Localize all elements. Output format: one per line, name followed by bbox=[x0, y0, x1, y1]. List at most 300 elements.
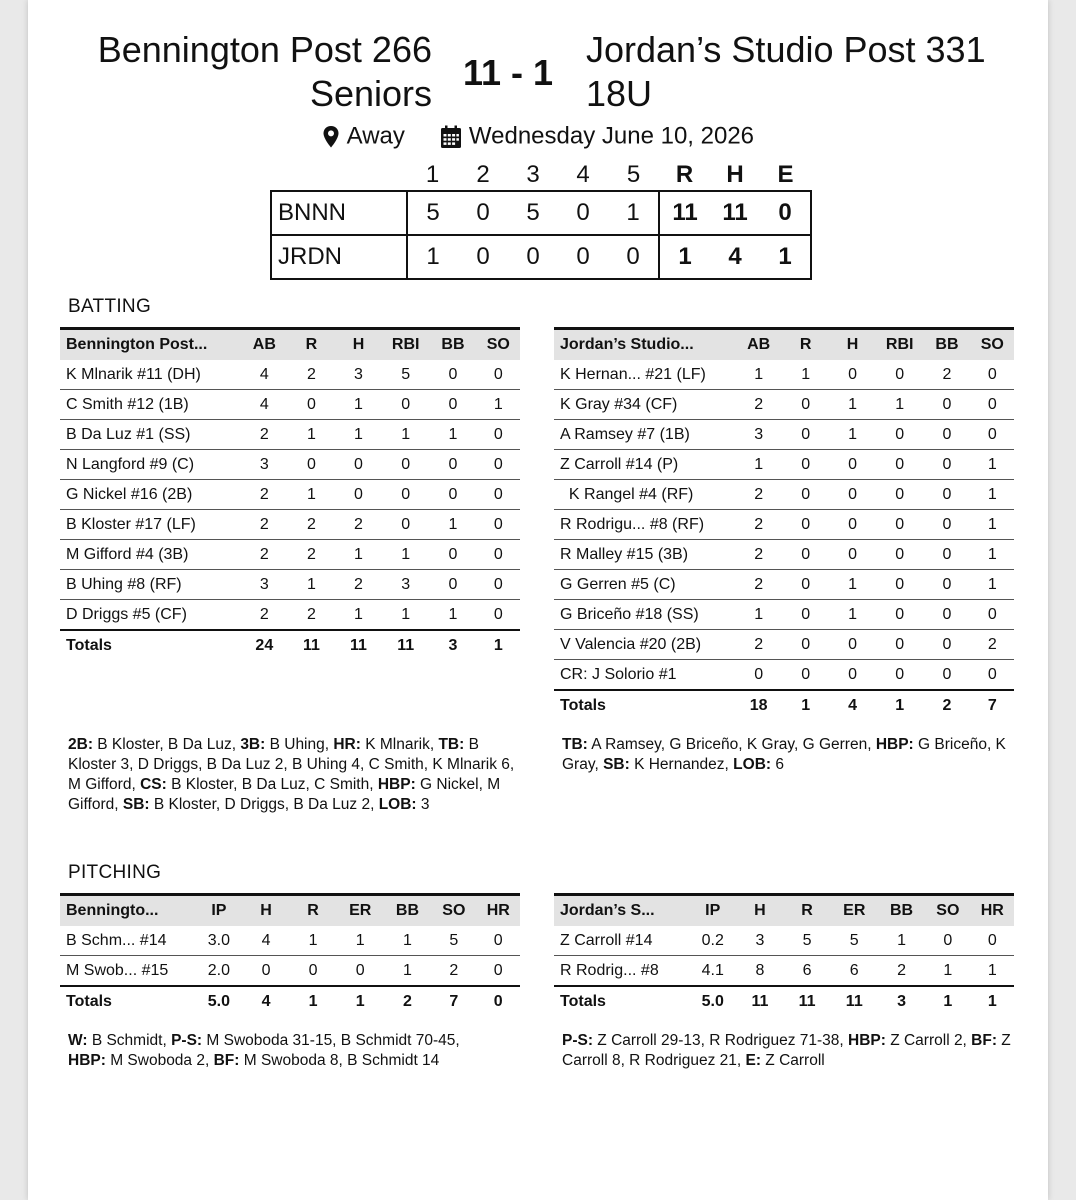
player-name: B Schm... #14 bbox=[60, 926, 195, 956]
column-header: H bbox=[829, 329, 876, 361]
stat-cell: 3.0 bbox=[195, 926, 242, 956]
stat-cell: 0 bbox=[477, 956, 520, 987]
column-header: R bbox=[288, 329, 335, 361]
stat-cell: 4 bbox=[241, 390, 288, 420]
stat-cell: 0 bbox=[923, 390, 970, 420]
column-header: SO bbox=[477, 329, 520, 361]
note-text: G Briceño, K Gray, bbox=[562, 736, 1006, 773]
stat-cell: 1 bbox=[288, 420, 335, 450]
note-text: B Kloster, B Da Luz, bbox=[92, 736, 241, 753]
note-label: TB: bbox=[562, 736, 588, 753]
stat-cell: 0 bbox=[782, 420, 829, 450]
note-text: K Mlnarik, bbox=[360, 736, 439, 753]
totals-cell: 4 bbox=[243, 986, 290, 1016]
column-header: ER bbox=[831, 895, 878, 927]
stat-cell: 0 bbox=[876, 570, 923, 600]
ls-runs: 1 bbox=[659, 235, 710, 279]
stat-cell: 1 bbox=[290, 926, 337, 956]
stat-cell: 8 bbox=[736, 956, 783, 987]
stat-cell: 0 bbox=[429, 480, 476, 510]
stat-cell: 0 bbox=[923, 480, 970, 510]
player-name: K Mlnarik #11 (DH) bbox=[60, 360, 241, 390]
stat-cell: 0 bbox=[971, 360, 1014, 390]
game-meta bbox=[28, 120, 1048, 153]
stat-cell: 0 bbox=[971, 926, 1014, 956]
table-row bbox=[60, 390, 520, 420]
player-name: CR: J Solorio #1 bbox=[554, 660, 735, 691]
player-name: K Rangel #4 (RF) bbox=[554, 480, 735, 510]
stat-cell: 0 bbox=[923, 660, 970, 691]
note-label: P-S: bbox=[171, 1032, 203, 1049]
stat-cell: 2 bbox=[431, 956, 476, 987]
stat-cell: 2 bbox=[735, 390, 782, 420]
table-row bbox=[554, 570, 1014, 600]
pitching-notes-away bbox=[562, 1031, 1022, 1071]
stat-cell: 0 bbox=[782, 630, 829, 660]
table-row bbox=[554, 360, 1014, 390]
totals-cell: 7 bbox=[971, 690, 1014, 720]
stat-cell: 3 bbox=[241, 450, 288, 480]
table-row bbox=[554, 420, 1014, 450]
table-row bbox=[60, 360, 520, 390]
home-team-line1: Bennington Post 266 bbox=[97, 29, 432, 70]
stat-cell: 0 bbox=[876, 540, 923, 570]
stat-cell: 0 bbox=[782, 600, 829, 630]
column-header: BB bbox=[384, 895, 431, 927]
pitching-table-home bbox=[60, 893, 520, 1016]
column-header: Jordan’s S... bbox=[554, 895, 689, 927]
column-header: BB bbox=[878, 895, 925, 927]
stat-cell: 0 bbox=[429, 360, 476, 390]
stat-cell: 0 bbox=[876, 420, 923, 450]
stat-cell: 0 bbox=[735, 660, 782, 691]
note-text: Z Carroll 29-13, R Rodriguez 71-38, bbox=[593, 1032, 849, 1049]
totals-cell: 3 bbox=[429, 630, 476, 660]
batting-section-title: BATTING bbox=[68, 296, 152, 317]
stat-cell: 2 bbox=[288, 540, 335, 570]
stat-cell: 0 bbox=[382, 390, 429, 420]
player-name: K Gray #34 (CF) bbox=[554, 390, 735, 420]
calendar-icon bbox=[440, 125, 462, 149]
stat-cell: 0 bbox=[382, 510, 429, 540]
ls-header: 3 bbox=[526, 161, 540, 188]
column-header: Bennington Post... bbox=[60, 329, 241, 361]
note-text: M Swoboda 2, bbox=[105, 1052, 214, 1069]
stat-cell: 3 bbox=[241, 570, 288, 600]
column-header: Jordan’s Studio... bbox=[554, 329, 735, 361]
batting-table-home bbox=[60, 327, 520, 660]
stat-cell: 1 bbox=[337, 926, 384, 956]
column-header: R bbox=[784, 895, 831, 927]
note-label: SB: bbox=[122, 796, 150, 813]
away-team-line1: Jordan’s Studio Post 331 bbox=[586, 29, 986, 70]
stat-cell: 0 bbox=[829, 510, 876, 540]
stat-cell: 0.2 bbox=[689, 926, 736, 956]
totals-label: Totals bbox=[60, 986, 195, 1016]
ls-team: BNNN bbox=[271, 191, 407, 235]
stat-cell: 0 bbox=[477, 926, 520, 956]
stat-cell: 5 bbox=[831, 926, 878, 956]
stat-cell: 1 bbox=[971, 510, 1014, 540]
stat-cell: 0 bbox=[429, 540, 476, 570]
ls-inning: 1 bbox=[608, 191, 659, 235]
totals-cell: 18 bbox=[735, 690, 782, 720]
stat-cell: 1 bbox=[384, 926, 431, 956]
column-header: R bbox=[290, 895, 337, 927]
stat-cell: 0 bbox=[971, 600, 1014, 630]
stat-cell: 0 bbox=[382, 450, 429, 480]
column-header: AB bbox=[241, 329, 288, 361]
totals-cell: 1 bbox=[876, 690, 923, 720]
stat-cell: 2 bbox=[335, 510, 382, 540]
column-header: ER bbox=[337, 895, 384, 927]
column-header: RBI bbox=[382, 329, 429, 361]
table-row bbox=[60, 600, 520, 631]
stat-cell: 1 bbox=[971, 956, 1014, 987]
stat-cell: 1 bbox=[829, 600, 876, 630]
stat-cell: 2 bbox=[923, 360, 970, 390]
ls-hits: 11 bbox=[710, 191, 760, 235]
totals-cell: 11 bbox=[784, 986, 831, 1016]
stat-cell: 2 bbox=[288, 600, 335, 631]
note-text: K Hernandez, bbox=[629, 756, 734, 773]
away-team-line2: 18U bbox=[586, 73, 653, 114]
stat-cell: 2 bbox=[241, 510, 288, 540]
stat-cell: 0 bbox=[477, 420, 520, 450]
ls-hits: 4 bbox=[710, 235, 760, 279]
note-label: 2B: bbox=[68, 736, 93, 753]
player-name: Z Carroll #14 bbox=[554, 926, 689, 956]
player-name: G Gerren #5 (C) bbox=[554, 570, 735, 600]
note-label: BF: bbox=[971, 1032, 997, 1049]
stat-cell: 2 bbox=[735, 570, 782, 600]
stat-cell: 2 bbox=[735, 510, 782, 540]
stat-cell: 2 bbox=[878, 956, 925, 987]
map-pin-icon bbox=[322, 125, 340, 149]
totals-label: Totals bbox=[60, 630, 241, 660]
stat-cell: 0 bbox=[477, 450, 520, 480]
table-row bbox=[60, 956, 520, 987]
boxscore-page bbox=[28, 0, 1048, 1200]
column-header: R bbox=[782, 329, 829, 361]
stat-cell: 0 bbox=[337, 956, 384, 987]
stat-cell: 0 bbox=[971, 420, 1014, 450]
stat-cell: 0 bbox=[335, 450, 382, 480]
stat-cell: 2 bbox=[735, 630, 782, 660]
stat-cell: 1 bbox=[382, 420, 429, 450]
location-text: Away bbox=[346, 122, 405, 150]
ls-errors: 1 bbox=[760, 235, 811, 279]
stat-cell: 5 bbox=[382, 360, 429, 390]
table-row bbox=[60, 480, 520, 510]
ls-inning: 1 bbox=[407, 235, 458, 279]
ls-inning: 0 bbox=[558, 235, 608, 279]
home-team-line2: Seniors bbox=[309, 73, 432, 114]
player-name: R Rodrigu... #8 (RF) bbox=[554, 510, 735, 540]
totals-cell: 1 bbox=[477, 630, 520, 660]
column-header: IP bbox=[195, 895, 242, 927]
stat-cell: 0 bbox=[288, 390, 335, 420]
player-name: N Langford #9 (C) bbox=[60, 450, 241, 480]
note-text: B Uhing, bbox=[265, 736, 334, 753]
column-header: IP bbox=[689, 895, 736, 927]
note-text: Z Carroll 8, R Rodriguez 21, bbox=[562, 1032, 1011, 1069]
stat-cell: 2 bbox=[241, 420, 288, 450]
note-label: CS: bbox=[140, 776, 167, 793]
stat-cell: 1 bbox=[429, 510, 476, 540]
ls-header: 2 bbox=[476, 161, 490, 188]
stat-cell: 1 bbox=[878, 926, 925, 956]
totals-cell: 24 bbox=[241, 630, 288, 660]
player-name: R Rodrig... #8 bbox=[554, 956, 689, 987]
note-label: BF: bbox=[213, 1052, 240, 1069]
table-row bbox=[60, 510, 520, 540]
stat-cell: 0 bbox=[829, 450, 876, 480]
ls-inning: 5 bbox=[407, 191, 458, 235]
totals-row bbox=[554, 986, 1014, 1016]
stat-cell: 4 bbox=[243, 926, 290, 956]
player-name: M Swob... #15 bbox=[60, 956, 195, 987]
stat-cell: 2 bbox=[735, 540, 782, 570]
ls-row-home bbox=[271, 191, 811, 235]
table-row bbox=[554, 926, 1014, 956]
pitching-table-away bbox=[554, 893, 1014, 1016]
final-score: 11 - 1 bbox=[462, 52, 554, 93]
stat-cell: 0 bbox=[876, 510, 923, 540]
column-header: H bbox=[736, 895, 783, 927]
player-name: V Valencia #20 (2B) bbox=[554, 630, 735, 660]
totals-cell: 0 bbox=[477, 986, 520, 1016]
note-label: HBP: bbox=[848, 1032, 886, 1049]
stat-cell: 0 bbox=[477, 480, 520, 510]
ls-header: 5 bbox=[626, 161, 641, 188]
stat-cell: 1 bbox=[829, 420, 876, 450]
column-header: SO bbox=[925, 895, 970, 927]
totals-cell: 1 bbox=[925, 986, 970, 1016]
note-text: B Kloster, D Driggs, B Da Luz 2, bbox=[149, 796, 379, 813]
column-header: AB bbox=[735, 329, 782, 361]
totals-cell: 3 bbox=[878, 986, 925, 1016]
table-row bbox=[60, 450, 520, 480]
stat-cell: 1 bbox=[429, 600, 476, 631]
stat-cell: 0 bbox=[923, 540, 970, 570]
stat-cell: 2 bbox=[971, 630, 1014, 660]
stat-cell: 1 bbox=[971, 540, 1014, 570]
column-header: BB bbox=[923, 329, 970, 361]
stat-cell: 0 bbox=[429, 450, 476, 480]
note-label: HBP: bbox=[377, 776, 416, 793]
stat-cell: 3 bbox=[335, 360, 382, 390]
stat-cell: 0 bbox=[971, 660, 1014, 691]
note-text: G Nickel, M Gifford, bbox=[68, 776, 501, 813]
stat-cell: 0 bbox=[923, 570, 970, 600]
ls-header-errors: E bbox=[777, 161, 794, 188]
stat-cell: 1 bbox=[477, 390, 520, 420]
stat-cell: 0 bbox=[782, 570, 829, 600]
ls-team: JRDN bbox=[271, 235, 407, 279]
stat-cell: 0 bbox=[829, 540, 876, 570]
player-name: R Malley #15 (3B) bbox=[554, 540, 735, 570]
totals-cell: 7 bbox=[431, 986, 476, 1016]
stat-cell: 0 bbox=[829, 660, 876, 691]
column-header: BB bbox=[429, 329, 476, 361]
table-row bbox=[554, 660, 1014, 691]
totals-cell: 11 bbox=[382, 630, 429, 660]
note-label: SB: bbox=[603, 756, 630, 773]
player-name: A Ramsey #7 (1B) bbox=[554, 420, 735, 450]
stat-cell: 1 bbox=[829, 570, 876, 600]
totals-row bbox=[60, 986, 520, 1016]
stat-cell: 1 bbox=[335, 390, 382, 420]
stat-cell: 2 bbox=[241, 540, 288, 570]
player-name: C Smith #12 (1B) bbox=[60, 390, 241, 420]
stat-cell: 0 bbox=[335, 480, 382, 510]
totals-cell: 11 bbox=[288, 630, 335, 660]
note-label: HR: bbox=[333, 736, 361, 753]
note-text: Z Carroll 2, bbox=[885, 1032, 972, 1049]
note-text: Z Carroll bbox=[761, 1052, 825, 1069]
ls-inning: 0 bbox=[458, 235, 508, 279]
column-header: RBI bbox=[876, 329, 923, 361]
stat-cell: 0 bbox=[429, 390, 476, 420]
stat-cell: 1 bbox=[288, 480, 335, 510]
note-text: M Swoboda 31-15, B Schmidt 70-45, bbox=[202, 1032, 460, 1049]
totals-row bbox=[554, 690, 1014, 720]
totals-label: Totals bbox=[554, 986, 689, 1016]
totals-cell: 5.0 bbox=[689, 986, 736, 1016]
note-text: B Schmidt, bbox=[87, 1032, 172, 1049]
note-text: A Ramsey, G Briceño, K Gray, G Gerren, bbox=[587, 736, 876, 753]
stat-cell: 0 bbox=[829, 480, 876, 510]
stat-cell: 1 bbox=[735, 360, 782, 390]
stat-cell: 0 bbox=[782, 660, 829, 691]
table-row bbox=[60, 540, 520, 570]
stat-cell: 5 bbox=[784, 926, 831, 956]
stat-cell: 0 bbox=[923, 630, 970, 660]
stat-cell: 2 bbox=[288, 510, 335, 540]
table-row bbox=[60, 420, 520, 450]
stat-cell: 2 bbox=[735, 480, 782, 510]
stat-cell: 0 bbox=[782, 390, 829, 420]
player-name: B Da Luz #1 (SS) bbox=[60, 420, 241, 450]
stat-cell: 1 bbox=[382, 540, 429, 570]
ls-inning: 5 bbox=[508, 191, 558, 235]
table-row bbox=[554, 450, 1014, 480]
game-header bbox=[28, 28, 1048, 114]
stat-cell: 0 bbox=[477, 360, 520, 390]
stat-cell: 0 bbox=[429, 570, 476, 600]
stat-cell: 0 bbox=[829, 360, 876, 390]
note-text: 6 bbox=[771, 756, 784, 773]
stat-cell: 0 bbox=[923, 510, 970, 540]
player-name: G Nickel #16 (2B) bbox=[60, 480, 241, 510]
totals-cell: 1 bbox=[290, 986, 337, 1016]
stat-cell: 0 bbox=[829, 630, 876, 660]
note-label: HBP: bbox=[68, 1052, 106, 1069]
note-text: M Swoboda 8, B Schmidt 14 bbox=[239, 1052, 440, 1069]
column-header: HR bbox=[477, 895, 520, 927]
table-row bbox=[554, 510, 1014, 540]
stat-cell: 0 bbox=[477, 570, 520, 600]
stat-cell: 0 bbox=[243, 956, 290, 987]
totals-cell: 11 bbox=[736, 986, 783, 1016]
totals-cell: 5.0 bbox=[195, 986, 242, 1016]
note-label: P-S: bbox=[562, 1032, 593, 1049]
column-header: Benningto... bbox=[60, 895, 195, 927]
table-row bbox=[554, 540, 1014, 570]
stat-cell: 1 bbox=[971, 480, 1014, 510]
ls-header: 1 bbox=[425, 161, 440, 188]
stat-cell: 3 bbox=[382, 570, 429, 600]
totals-label: Totals bbox=[554, 690, 735, 720]
table-row bbox=[60, 926, 520, 956]
ls-header-hits: H bbox=[726, 161, 744, 188]
ls-header: 4 bbox=[576, 161, 590, 188]
totals-cell: 2 bbox=[923, 690, 970, 720]
stat-cell: 1 bbox=[876, 390, 923, 420]
home-team-name bbox=[98, 28, 432, 116]
stat-cell: 0 bbox=[290, 956, 337, 987]
stat-cell: 1 bbox=[829, 390, 876, 420]
note-label: LOB: bbox=[733, 756, 772, 773]
stat-cell: 1 bbox=[384, 956, 431, 987]
ls-errors: 0 bbox=[760, 191, 811, 235]
stat-cell: 1 bbox=[735, 450, 782, 480]
player-name: D Driggs #5 (CF) bbox=[60, 600, 241, 631]
batting-table-away bbox=[554, 327, 1014, 720]
column-header: H bbox=[243, 895, 290, 927]
stat-cell: 1 bbox=[782, 360, 829, 390]
stat-cell: 3 bbox=[735, 420, 782, 450]
totals-cell: 1 bbox=[782, 690, 829, 720]
table-row bbox=[554, 600, 1014, 630]
stat-cell: 0 bbox=[782, 480, 829, 510]
stat-cell: 0 bbox=[971, 390, 1014, 420]
stat-cell: 1 bbox=[735, 600, 782, 630]
ls-runs: 11 bbox=[659, 191, 710, 235]
column-header: SO bbox=[431, 895, 476, 927]
stat-cell: 0 bbox=[923, 450, 970, 480]
stat-cell: 2 bbox=[241, 480, 288, 510]
player-name: B Uhing #8 (RF) bbox=[60, 570, 241, 600]
stat-cell: 3 bbox=[736, 926, 783, 956]
ls-inning: 0 bbox=[508, 235, 558, 279]
stat-cell: 0 bbox=[925, 926, 970, 956]
totals-cell: 1 bbox=[337, 986, 384, 1016]
stat-cell: 2 bbox=[241, 600, 288, 631]
column-header: H bbox=[335, 329, 382, 361]
stat-cell: 0 bbox=[782, 540, 829, 570]
stat-cell: 0 bbox=[876, 630, 923, 660]
stat-cell: 0 bbox=[782, 450, 829, 480]
totals-cell: 11 bbox=[831, 986, 878, 1016]
player-name: K Hernan... #21 (LF) bbox=[554, 360, 735, 390]
stat-cell: 6 bbox=[784, 956, 831, 987]
stat-cell: 1 bbox=[335, 420, 382, 450]
stat-cell: 0 bbox=[876, 600, 923, 630]
totals-cell: 1 bbox=[971, 986, 1014, 1016]
ls-header-runs: R bbox=[675, 161, 694, 188]
date-text: Wednesday June 10, 2026 bbox=[468, 122, 755, 150]
note-label: HBP: bbox=[875, 736, 914, 753]
stat-cell: 2 bbox=[288, 360, 335, 390]
ls-inning: 0 bbox=[458, 191, 508, 235]
stat-cell: 1 bbox=[335, 600, 382, 631]
pitching-section-title: PITCHING bbox=[68, 862, 162, 883]
stat-cell: 1 bbox=[971, 450, 1014, 480]
player-name: B Kloster #17 (LF) bbox=[60, 510, 241, 540]
away-team-name bbox=[586, 28, 986, 116]
